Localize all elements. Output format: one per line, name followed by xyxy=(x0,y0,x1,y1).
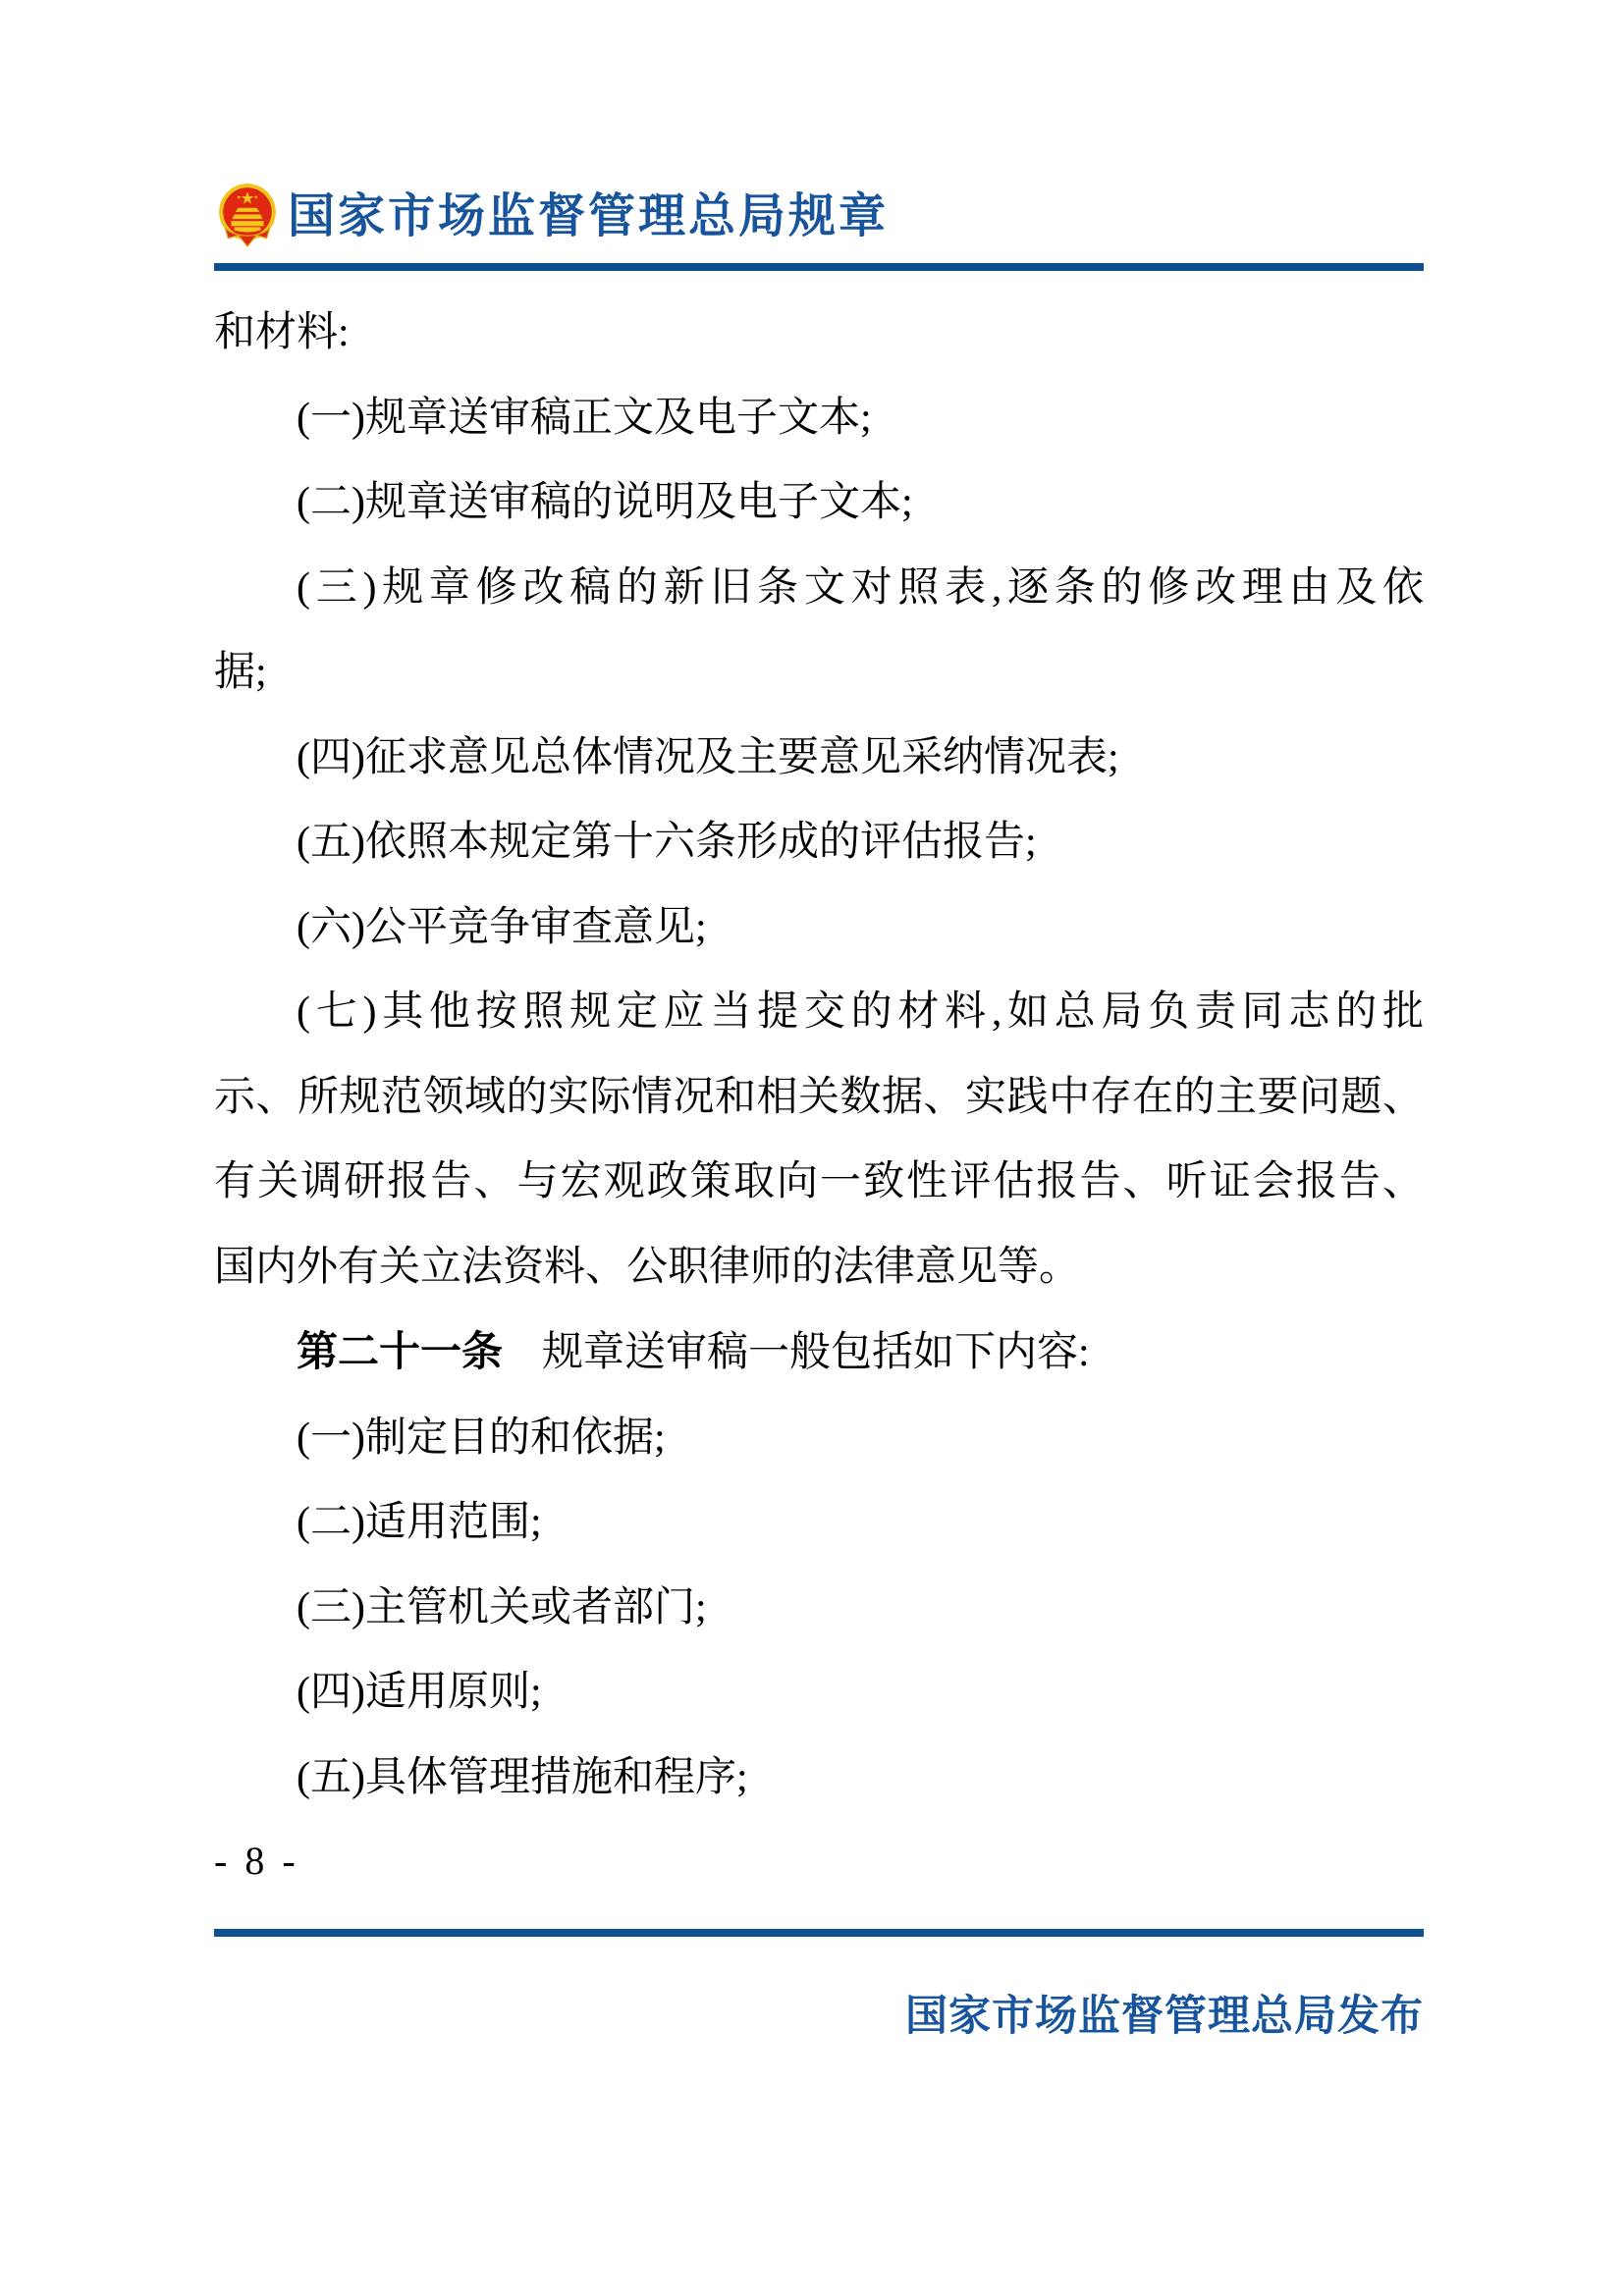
footer-publisher: 国家市场监督管理总局发布 xyxy=(905,1993,1424,2040)
article-text: 规章送审稿一般包括如下内容: xyxy=(542,1330,1090,1375)
page-number: - 8 - xyxy=(214,1839,299,1883)
body-line: (五)依照本规定第十六条形成的评估报告; xyxy=(297,820,1037,865)
header-title: 国家市场监督管理总局规章 xyxy=(288,190,890,242)
body-line: (四)适用原则; xyxy=(297,1670,542,1715)
body-line: 国内外有关立法资料、公职律师的法律意见等。 xyxy=(214,1244,1081,1290)
document-body xyxy=(214,291,1424,1820)
article-21-line xyxy=(214,1309,1424,1396)
header-rule xyxy=(214,263,1424,271)
footer-rule xyxy=(214,1929,1424,1937)
body-line: (一)制定目的和依据; xyxy=(297,1415,666,1461)
body-line: (四)征求意见总体情况及主要意见采纳情况表; xyxy=(297,734,1119,780)
body-line: (一)规章送审稿正文及电子文本; xyxy=(297,395,872,441)
article-number: 第二十一条 xyxy=(297,1328,504,1374)
body-line: (二)规章送审稿的说明及电子文本; xyxy=(297,480,913,525)
body-line: 示、所规范领域的实际情况和相关数据、实践中存在的主要问题、 xyxy=(214,1074,1424,1120)
body-line: 有关调研报告、与宏观政策取向一致性评估报告、听证会报告、 xyxy=(214,1159,1424,1204)
body-line: (五)具体管理措施和程序; xyxy=(297,1754,748,1800)
body-line: (三)规章修改稿的新旧条文对照表,逐条的修改理由及依 xyxy=(297,564,1424,611)
national-emblem-icon xyxy=(217,184,278,248)
body-line: (六)公平竞争审查意见; xyxy=(297,904,707,950)
body-line: (七)其他按照规定应当提交的材料,如总局负责同志的批 xyxy=(297,989,1424,1035)
body-line: 据; xyxy=(214,650,267,695)
body-line: (三)主管机关或者部门; xyxy=(297,1584,707,1630)
body-line: (二)适用范围; xyxy=(297,1500,542,1545)
body-line: 和材料: xyxy=(214,310,350,355)
